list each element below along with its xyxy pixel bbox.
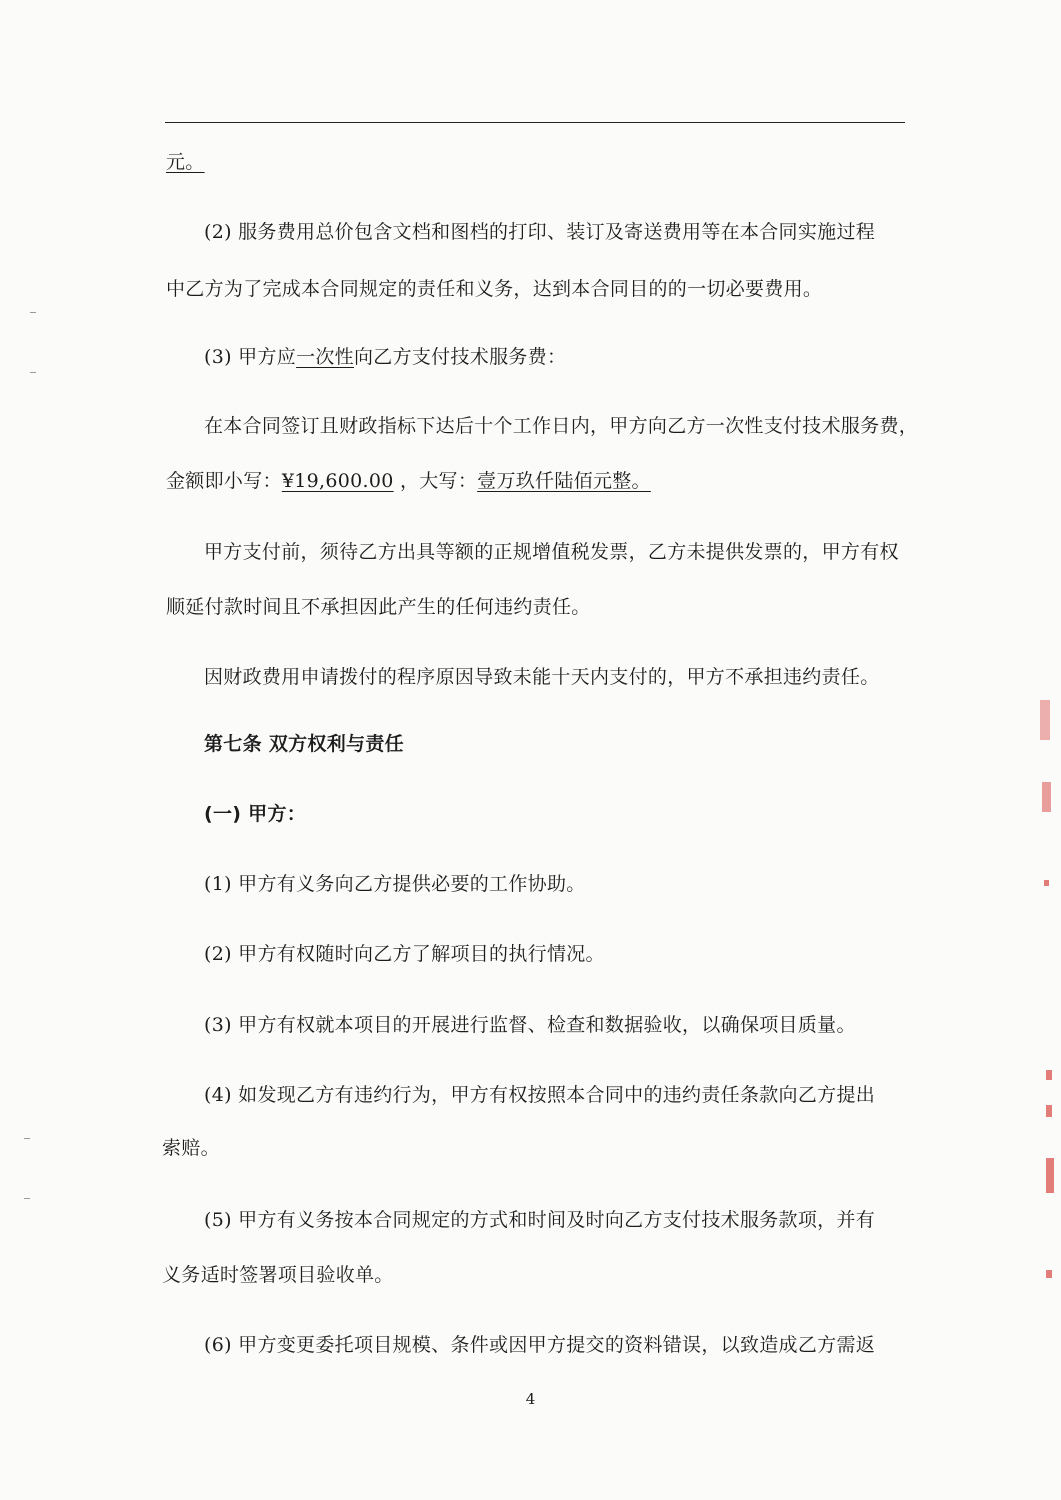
party-a-item-2: (2) 甲方有权随时向乙方了解项目的执行情况。	[204, 943, 605, 965]
payment-amount-line: 金额即小写：¥19,600.00 ，大写：壹万玖仟陆佰元整。	[166, 470, 651, 492]
party-a-item-5-line-2: 义务适时签署项目验收单。	[162, 1264, 394, 1286]
seal-fragment	[1046, 1105, 1052, 1117]
invoice-paragraph-line-1: 甲方支付前，须待乙方出具等额的正规增值税发票，乙方未提供发票的，甲方有权	[204, 541, 899, 563]
binding-mark	[24, 1198, 30, 1199]
party-a-item-5-line-1: (5) 甲方有义务按本合同规定的方式和时间及时向乙方支付技术服务款项，并有	[204, 1209, 876, 1231]
party-a-item-4-line-2: 索赔。	[162, 1137, 220, 1159]
blank-fill-line	[165, 122, 905, 123]
seal-fragment	[1042, 782, 1051, 812]
seal-fragment	[1046, 1070, 1052, 1080]
finance-delay-paragraph: 因财政费用申请拨付的程序原因导致未能十天内支付的，甲方不承担违约责任。	[204, 666, 880, 688]
clause-2-line-2: 中乙方为了完成本合同规定的责任和义务，达到本合同目的的一切必要费用。	[166, 278, 823, 300]
amount-words: 壹万玖仟陆佰元整。	[477, 470, 651, 492]
seal-fragment	[1044, 880, 1049, 886]
party-a-item-4-line-1: (4) 如发现乙方有违约行为，甲方有权按照本合同中的违约责任条款向乙方提出	[204, 1084, 876, 1106]
seal-fragment	[1040, 700, 1050, 740]
clause-2-line-1: (2) 服务费用总价包含文档和图档的打印、装订及寄送费用等在本合同实施过程	[204, 221, 876, 243]
party-a-heading: (一) 甲方：	[204, 803, 307, 825]
party-a-item-1: (1) 甲方有义务向乙方提供必要的工作协助。	[204, 873, 586, 895]
article-7-heading: 第七条 双方权利与责任	[204, 733, 404, 755]
seal-fragment	[1046, 1158, 1054, 1193]
binding-mark	[30, 372, 36, 373]
payment-paragraph-line-1: 在本合同签订且财政指标下达后十个工作日内，甲方向乙方一次性支付技术服务费，	[204, 415, 919, 437]
amount-figure: ¥19,600.00	[281, 470, 394, 492]
party-a-item-3: (3) 甲方有权就本项目的开展进行监督、检查和数据验收，以确保项目质量。	[204, 1014, 856, 1036]
amount-unit-text: 元。	[166, 151, 205, 173]
binding-mark	[24, 1138, 30, 1139]
clause-3: (3) 甲方应一次性向乙方支付技术服务费：	[204, 346, 567, 368]
party-a-item-6-line-1: (6) 甲方变更委托项目规模、条件或因甲方提交的资料错误，以致造成乙方需返	[204, 1334, 876, 1356]
binding-mark	[30, 312, 36, 313]
seal-fragment	[1046, 1270, 1052, 1278]
invoice-paragraph-line-2: 顺延付款时间且不承担因此产生的任何违约责任。	[166, 596, 591, 618]
page-number: 4	[525, 1390, 536, 1408]
